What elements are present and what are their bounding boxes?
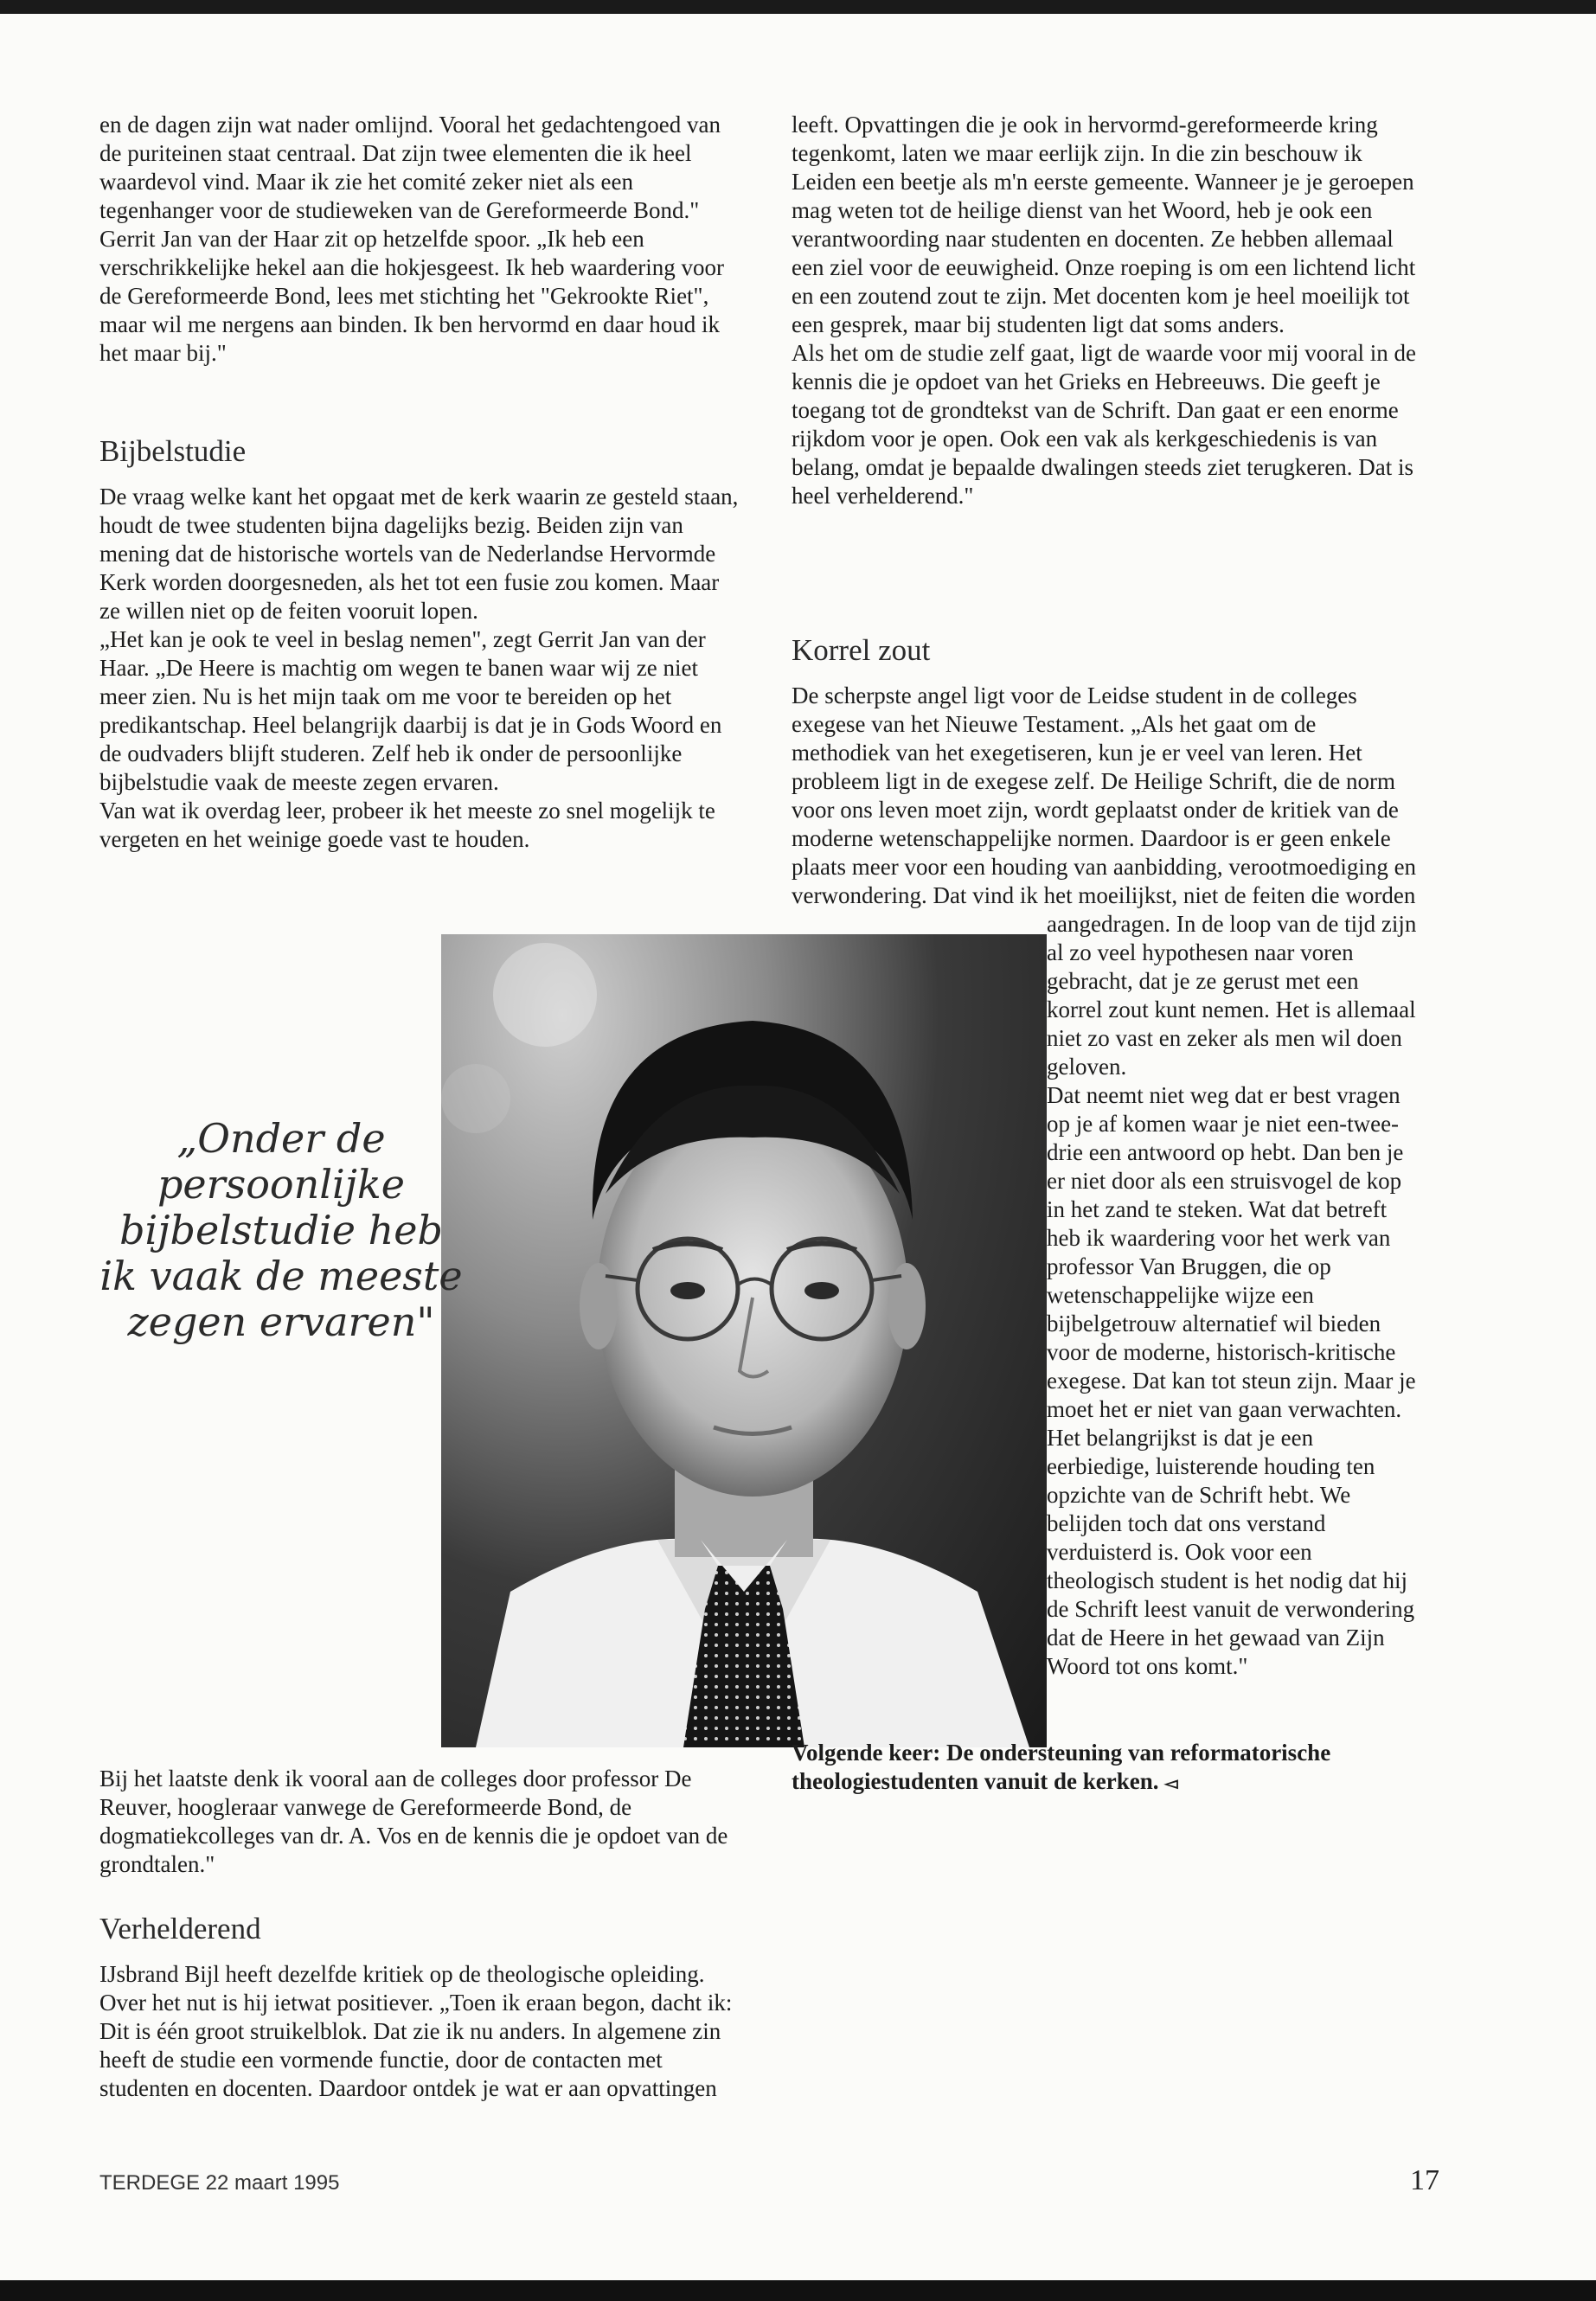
paragraph: De vraag welke kant het opgaat met de kerk waarin ze gesteld staan, houdt de twee studenten bijna dagelijks bezig. Beiden zijn van mening dat de historische wortels van de Nederlandse Hervormde Kerk worden doorgesneden, als het tot een fusie zou komen. Maar ze willen niet op de feiten vooruit lopen.	[99, 484, 739, 624]
paragraph: „Het kan je ook te veel in beslag nemen", zegt Gerrit Jan van der Haar. „De Heere is machtig om wegen te banen waar wij ze niet meer zien. Nu is het mijn taak om me voor te bereiden op het predikantschap. Heel belangrijk daarbij is dat je in Gods Woord en de oudvaders blijft studeren. Zelf heb ik onder de persoonlijke bijbelstudie vaak de meeste zegen ervaren.	[99, 626, 722, 795]
paragraph: Bij het laatste denk ik vooral aan de colleges door professor De Reuver, hoogleraar vanwege de Gereformeerde Bond, de dogmatiekcolleges van dr. A. Vos en de kennis die je opdoet van de grondtalen."	[99, 1766, 728, 1877]
paragraph: Dat neemt niet weg dat er best vragen op je af komen waar je niet een-twee-drie een antwoord op hebt. Dan ben je er niet door als een struisvogel de kop in het zand te steken. Wat dat betreft heb ik waardering voor het werk van professor Van Bruggen, die op wetenschappelijke wijze een bijbelgetrouw alternatief wil bieden voor de moderne, historisch-kritische exegese. Dat kan tot steun zijn. Maar je moet het er niet van gaan verwachten.	[1047, 1082, 1416, 1422]
footer-publication: TERDEGE 22 maart 1995	[99, 2171, 340, 2195]
right-korrel-text	[792, 682, 1419, 1798]
end-mark-icon: ◅	[1164, 1774, 1178, 1793]
left-after-photo	[99, 1765, 740, 1879]
bottom-rule	[0, 2280, 1596, 2301]
wrap-block	[792, 910, 1047, 1739]
heading-bijbelstudie: Bijbelstudie	[99, 434, 247, 468]
page-number: 17	[1410, 2164, 1439, 2196]
paragraph: Het belangrijkst is dat je een eerbiedige, luisterende houding ten opzichte van de Schrift hebt. We belijden toch dat ons verstand verduisterd is. Ook voor een theologisch student is het nodig dat hij de Schrift leest vanuit de verwondering dat de Heere in het gewaad van Zijn Woord tot ons komt."	[1047, 1425, 1415, 1679]
next-time-text: Volgende keer: De ondersteuning van reformatorische theologiestudenten vanuit de kerken.	[792, 1740, 1331, 1794]
heading-verhelderend: Verhelderend	[99, 1912, 261, 1945]
left-verhelderend-text	[99, 1960, 740, 2103]
paragraph: IJsbrand Bijl heeft dezelfde kritiek op de theologische opleiding. Over het nut is hij ietwat positiever. „Toen ik eraan begon, dacht ik: Dit is één groot struikelblok. Dat zie ik nu anders. In algemene zin heeft de studie een vormende functie, door de contacten met studenten en docenten. Daardoor ontdek je wat er aan opvattingen	[99, 1961, 733, 2101]
paragraph: en de dagen zijn wat nader omlijnd. Vooral het gedachtengoed van de puriteinen staat centraal. Dat zijn twee elementen die ik heel waardevol vind. Maar ik zie het comité zeker niet als een tegenhanger voor de studieweken van de Gereformeerde Bond."	[99, 112, 721, 223]
next-time-note	[792, 1739, 1419, 1798]
heading-korrel-zout: Korrel zout	[792, 633, 931, 667]
paragraph: Als het om de studie zelf gaat, ligt de waarde voor mij vooral in de kennis die je opdoet van het Grieks en Hebreeuws. Die geeft je toegang tot de grondtekst van de Schrift. Dan gaat er een enorme rijkdom voor je open. Ook een vak als kerkgeschiedenis is van belang, omdat je bepaalde dwalingen steeds ziet terugkeren. Dat is heel verhelderend."	[792, 340, 1417, 509]
paragraph: De scherpste angel ligt voor de Leidse student in de colleges exegese van het Nieuwe Testament. „Als het gaat om de methodiek van het exegetiseren, kun je er veel van leren. Het probleem ligt in de exegese zelf. De Heilige Schrift, die de norm voor ons leven moet zijn, wordt geplaatst onder de kritiek van de moderne wetenschappelijke normen. Daardoor is er geen enkele plaats meer voor een houding van aanbidding, verootmoediging en verwondering. Dat vind ik het moeilijkst, niet de feiten die worden aangedragen. In de loop van de tijd zijn al zo veel hypothesen naar voren gebracht, dat je ze gerust met een korrel zout kunt nemen. Het is allemaal niet zo vast en zeker als men wil doen geloven.	[792, 683, 1417, 1080]
paragraph: leeft. Opvattingen die je ook in hervormd-gereformeerde kring tegenkomt, laten we maar eerlijk zijn. In die zin beschouw ik Leiden een beetje als m'n eerste gemeente. Wanneer je je geroepen mag weten tot de heilige dienst van het Woord, heb je ook een verantwoording naar studenten en docenten. Ze hebben allemaal een ziel voor de eeuwigheid. Onze roeping is om een lichtend licht en een zoutend zout te zijn. Met docenten kom je heel moeilijk tot een gesprek, maar bij studenten ligt dat soms anders.	[792, 112, 1416, 337]
paragraph: Van wat ik overdag leer, probeer ik het meeste zo snel mogelijk te vergeten en het weinige goede vast te houden.	[99, 798, 715, 852]
right-top-text	[792, 111, 1419, 510]
top-rule	[0, 0, 1596, 14]
paragraph: Gerrit Jan van der Haar zit op hetzelfde spoor. „Ik heb een verschrikkelijke hekel aan die hokjesgeest. Ik heb waardering voor de Gereformeerde Bond, lees met stichting het "Gekrookte Riet", maar wil me nergens aan binden. Ik ben hervormd en daar houd ik het maar bij."	[99, 226, 724, 366]
left-intro	[99, 111, 740, 368]
left-bijbelstudie-text	[99, 483, 740, 854]
pull-quote: „Onder de persoonlijke bijbelstudie heb ik vaak de meeste zegen ervaren"	[99, 1115, 463, 1345]
